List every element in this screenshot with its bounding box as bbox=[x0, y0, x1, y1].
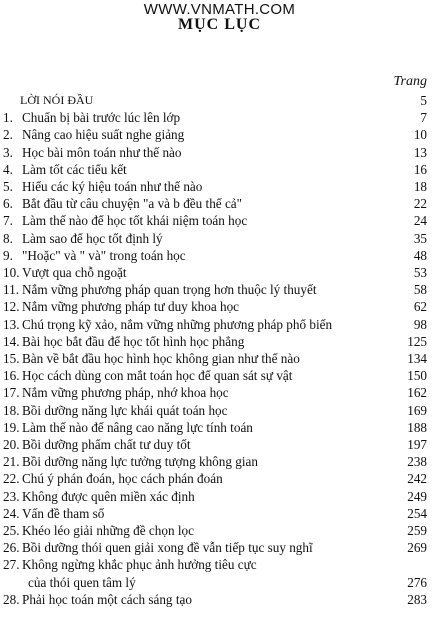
toc-entry-number: 15. bbox=[3, 351, 20, 366]
toc-entry-page: 249 bbox=[407, 488, 427, 504]
toc-entry-number: 16. bbox=[3, 368, 20, 384]
toc-entry-title: Chú trọng kỹ xảo, nắm vững những phương pháp phổ biến bbox=[22, 316, 333, 332]
toc-entry-number: 17. bbox=[3, 385, 20, 401]
toc-entry-title: Làm sao để học tốt định lý bbox=[22, 230, 163, 246]
toc-entry-number: 8. bbox=[3, 230, 13, 246]
toc-entry-page: 5 bbox=[420, 93, 427, 108]
toc-entry-title: Bồi dưỡng phẩm chất tư duy tốt bbox=[22, 437, 191, 452]
toc-entry-number: 4. bbox=[3, 161, 13, 177]
toc-entry-title: Chú ý phán đoán, học cách phán đoán bbox=[22, 471, 223, 487]
toc-entry-page: 269 bbox=[407, 540, 427, 556]
toc-entry-title: Không được quên miền xác định bbox=[22, 488, 195, 504]
toc-entry-title: Hiểu các ký hiệu toán như thế nào bbox=[22, 179, 203, 194]
toc-entry-page: 188 bbox=[407, 419, 427, 435]
toc-entry-title: Làm thế nào để học tốt khái niệm toán học bbox=[22, 213, 248, 229]
page-title: MỤC LỤC bbox=[178, 16, 261, 33]
toc-entry-number: 21. bbox=[3, 454, 20, 470]
toc-entry-title: Bồi dưỡng thói quen giải xong đề vẫn tiếp tục suy nghĩ bbox=[22, 540, 313, 556]
toc-entry-page: 16 bbox=[413, 161, 427, 177]
toc-entry-number: 23. bbox=[3, 488, 20, 504]
page-column-header: Trang bbox=[393, 74, 427, 89]
toc-entry-page: 162 bbox=[407, 385, 427, 401]
toc-entry-number: 1. bbox=[3, 110, 13, 126]
toc-entry-title: Vượt qua chỗ ngoặt bbox=[22, 265, 127, 280]
toc-entry-title: LỜI NÓI ĐẦU bbox=[20, 93, 94, 107]
toc-entry-number: 7. bbox=[3, 213, 13, 229]
toc-entry-title: Bồi dưỡng năng lực khái quát toán học bbox=[22, 402, 228, 418]
toc-entry-page: 58 bbox=[413, 282, 427, 298]
toc-entry-page: 259 bbox=[407, 523, 427, 538]
toc-entry-number: 10. bbox=[3, 265, 20, 280]
toc-entry-page: 18 bbox=[413, 179, 427, 194]
toc-entry-number: 2. bbox=[3, 127, 13, 143]
toc-entry-title: Bàn về bắt đầu học hình học không gian như thế nào bbox=[22, 351, 300, 366]
toc-entry-page: 197 bbox=[407, 437, 427, 452]
toc-entry-page: 98 bbox=[413, 316, 427, 332]
toc-entry-title: Nâng cao hiệu suất nghe giảng bbox=[22, 127, 185, 143]
toc-entry-number: 6. bbox=[3, 196, 13, 212]
toc-entry-title: Không ngừng khắc phục ảnh hưởng tiêu cực bbox=[22, 557, 257, 573]
toc-entry-page: 276 bbox=[407, 574, 427, 590]
toc-entry-page: 35 bbox=[413, 230, 427, 246]
toc-entry-page: 62 bbox=[413, 299, 427, 315]
watermark-url: WWW.VNMATH.COM bbox=[143, 1, 296, 18]
toc-entry-page: 7 bbox=[420, 110, 427, 126]
toc-entry-page: 53 bbox=[413, 265, 427, 280]
toc-entry-page: 125 bbox=[407, 333, 427, 349]
toc-entry-number: 9. bbox=[3, 247, 13, 263]
toc-entry-number: 3. bbox=[3, 144, 13, 160]
toc-entry-page: 24 bbox=[413, 213, 427, 229]
toc-entry-page: 283 bbox=[407, 591, 427, 607]
toc-entry-page: 13 bbox=[413, 144, 427, 160]
toc-entry-title: Nắm vững phương pháp, nhớ khoa học bbox=[22, 385, 229, 401]
toc-entry-number: 24. bbox=[3, 505, 20, 521]
toc-entry-page: 238 bbox=[407, 454, 427, 470]
toc-entry-number: 25. bbox=[3, 523, 20, 538]
toc-entry-title: Nắm vững phương pháp quan trọng hơn thuộc lý thuyết bbox=[22, 282, 317, 298]
toc-entry-page: 22 bbox=[413, 196, 427, 212]
toc-entry-number: 20. bbox=[3, 437, 20, 452]
toc-entry-title: Phải học toán một cách sáng tạo bbox=[22, 591, 192, 607]
toc-entry-number: 12. bbox=[3, 299, 20, 315]
toc-entry-title: Vấn đề tham số bbox=[22, 505, 105, 521]
toc-entry-title: "Hoặc" và " và" trong toán học bbox=[22, 247, 186, 263]
toc-entry-title: Bồi dưỡng năng lực tưởng tượng không gian bbox=[22, 454, 258, 470]
toc-entry-page: 150 bbox=[407, 368, 427, 384]
toc-entry-title: Làm tốt các tiểu kết bbox=[22, 161, 127, 177]
toc-entry-number: 26. bbox=[3, 540, 20, 556]
toc-entry-page: 169 bbox=[407, 402, 427, 418]
toc-entry-title: Chuẩn bị bài trước lúc lên lớp bbox=[22, 110, 181, 126]
toc-entry-page: 242 bbox=[407, 471, 427, 487]
toc-entry-title: Bài học bắt đầu để học tốt hình học phẳng bbox=[22, 333, 245, 349]
toc-entry-title: Bắt đầu từ câu chuyện "a và b đều thế cả" bbox=[22, 196, 243, 212]
toc-entry-title: Học bài môn toán như thế nào bbox=[22, 144, 182, 160]
toc-entry-number: 13. bbox=[3, 316, 20, 332]
toc-entry-page: 254 bbox=[407, 505, 427, 521]
toc-entry-page: 134 bbox=[407, 351, 427, 366]
toc-entry-number: 14. bbox=[3, 333, 20, 349]
toc-entry-page: 48 bbox=[413, 247, 427, 263]
toc-entry-page: 10 bbox=[413, 127, 427, 143]
toc-entry-title: Nắm vững phương pháp tư duy khoa học bbox=[22, 299, 240, 315]
toc-entry-title: Khéo léo giải những đề chọn lọc bbox=[22, 523, 194, 538]
toc-entry-number: 19. bbox=[3, 419, 20, 435]
toc-entry-number: 5. bbox=[3, 179, 13, 194]
toc-entry-number: 18. bbox=[3, 402, 20, 418]
toc-entry-title: của thói quen tâm lý bbox=[28, 574, 136, 590]
toc-entry-number: 28. bbox=[3, 591, 20, 607]
toc-entry-title: Làm thế nào để nâng cao năng lực tính toán bbox=[22, 419, 253, 435]
toc-entry-number: 22. bbox=[3, 471, 20, 487]
toc-entry-title: Học cách dùng con mắt toán học để quan sát sự vật bbox=[22, 368, 293, 384]
toc-entry-number: 27. bbox=[3, 557, 20, 573]
toc-entry-number: 11. bbox=[3, 282, 19, 298]
